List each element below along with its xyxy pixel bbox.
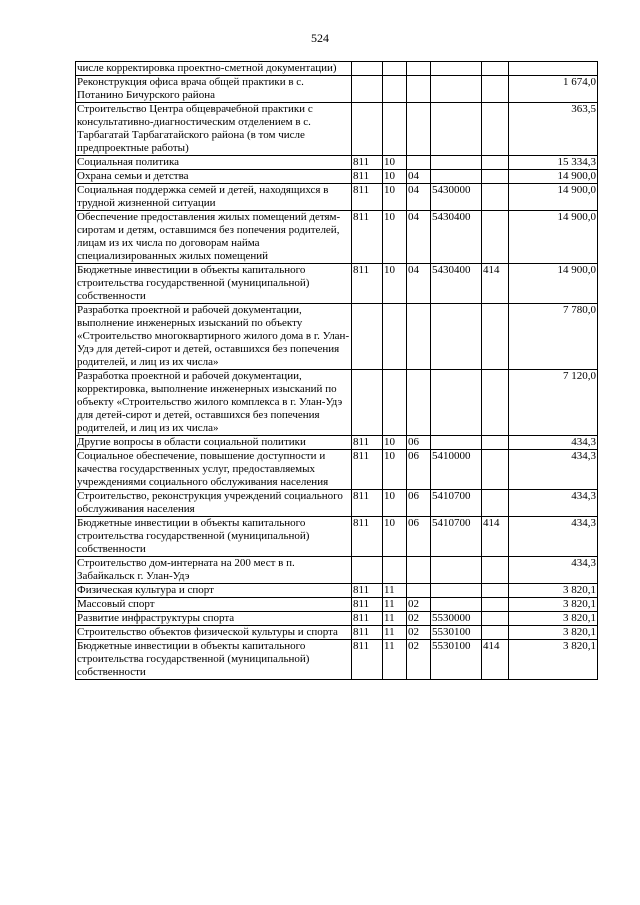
row-ved-cell: 811 <box>352 598 383 612</box>
row-ved-cell <box>352 370 383 436</box>
row-expense-type-cell <box>482 103 509 156</box>
row-sum-cell: 434,3 <box>509 517 598 557</box>
row-ved-cell: 811 <box>352 490 383 517</box>
row-subsection-cell <box>407 156 431 170</box>
row-name-cell: Строительство дом-интерната на 200 мест в п. Забайкальск г. Улан-Удэ <box>76 557 352 584</box>
table-row <box>76 156 598 170</box>
table-row <box>76 640 598 680</box>
row-subsection-cell: 02 <box>407 640 431 680</box>
page-number: 524 <box>311 31 329 45</box>
row-section-cell <box>383 304 407 370</box>
row-name-cell: Бюджетные инвестиции в объекты капитального строительства государственной (муниципальной) собственности <box>76 264 352 304</box>
row-sum-cell: 7 120,0 <box>509 370 598 436</box>
table-row <box>76 304 598 370</box>
row-sum-cell: 434,3 <box>509 557 598 584</box>
row-sum-cell: 14 900,0 <box>509 170 598 184</box>
table-row <box>76 264 598 304</box>
row-section-cell <box>383 76 407 103</box>
row-subsection-cell: 04 <box>407 170 431 184</box>
row-subsection-cell <box>407 103 431 156</box>
row-sum-cell: 15 334,3 <box>509 156 598 170</box>
table-row <box>76 62 598 76</box>
row-name-cell: Бюджетные инвестиции в объекты капитального строительства государственной (муниципальной) собственности <box>76 517 352 557</box>
row-sum-cell: 3 820,1 <box>509 584 598 598</box>
budget-table <box>75 61 598 680</box>
row-target-article-cell <box>431 103 482 156</box>
row-expense-type-cell <box>482 370 509 436</box>
row-expense-type-cell <box>482 170 509 184</box>
row-name-cell: Строительство, реконструкция учреждений социального обслуживания населения <box>76 490 352 517</box>
row-expense-type-cell: 414 <box>482 264 509 304</box>
row-subsection-cell <box>407 62 431 76</box>
row-section-cell: 10 <box>383 490 407 517</box>
row-target-article-cell <box>431 76 482 103</box>
row-expense-type-cell <box>482 76 509 103</box>
table-row <box>76 626 598 640</box>
row-subsection-cell: 04 <box>407 211 431 264</box>
row-section-cell <box>383 557 407 584</box>
row-subsection-cell: 04 <box>407 264 431 304</box>
table-row <box>76 584 598 598</box>
row-name-cell: Социальное обеспечение, повышение доступности и качества государственных услуг, предоставляемых учреждениями социального обслуживания населения <box>76 450 352 490</box>
row-ved-cell: 811 <box>352 640 383 680</box>
row-sum-cell: 3 820,1 <box>509 598 598 612</box>
table-row <box>76 490 598 517</box>
row-section-cell: 11 <box>383 640 407 680</box>
row-ved-cell: 811 <box>352 156 383 170</box>
row-section-cell <box>383 370 407 436</box>
row-target-article-cell <box>431 370 482 436</box>
row-target-article-cell: 5410700 <box>431 517 482 557</box>
row-section-cell: 11 <box>383 612 407 626</box>
row-ved-cell: 811 <box>352 612 383 626</box>
table-row <box>76 517 598 557</box>
row-name-cell: числе корректировка проектно-сметной документации) <box>76 62 352 76</box>
row-name-cell: Другие вопросы в области социальной политики <box>76 436 352 450</box>
row-expense-type-cell <box>482 557 509 584</box>
row-ved-cell: 811 <box>352 170 383 184</box>
row-sum-cell: 434,3 <box>509 490 598 517</box>
table-row <box>76 598 598 612</box>
row-target-article-cell: 5430400 <box>431 211 482 264</box>
row-subsection-cell <box>407 370 431 436</box>
row-target-article-cell: 5430400 <box>431 264 482 304</box>
table-row <box>76 76 598 103</box>
row-name-cell: Строительство Центра общеврачебной практики с консультативно-диагностическим отделением в с. Тарбагатай Тарбагатайского района (в том числе предпроектные работы) <box>76 103 352 156</box>
table-row <box>76 103 598 156</box>
table-row <box>76 170 598 184</box>
row-target-article-cell: 5410000 <box>431 450 482 490</box>
row-subsection-cell: 06 <box>407 490 431 517</box>
table-row <box>76 370 598 436</box>
row-sum-cell: 3 820,1 <box>509 612 598 626</box>
row-sum-cell: 363,5 <box>509 103 598 156</box>
row-expense-type-cell <box>482 598 509 612</box>
row-sum-cell: 14 900,0 <box>509 211 598 264</box>
row-subsection-cell: 06 <box>407 436 431 450</box>
row-subsection-cell: 04 <box>407 184 431 211</box>
row-target-article-cell <box>431 436 482 450</box>
row-subsection-cell: 02 <box>407 612 431 626</box>
row-name-cell: Реконструкция офиса врача общей практики в с. Потанино Бичурского района <box>76 76 352 103</box>
row-target-article-cell <box>431 557 482 584</box>
row-expense-type-cell: 414 <box>482 640 509 680</box>
row-ved-cell: 811 <box>352 584 383 598</box>
row-target-article-cell: 5530000 <box>431 612 482 626</box>
table-row <box>76 612 598 626</box>
row-subsection-cell: 02 <box>407 598 431 612</box>
row-target-article-cell: 5530100 <box>431 626 482 640</box>
row-target-article-cell <box>431 598 482 612</box>
row-target-article-cell: 5430000 <box>431 184 482 211</box>
row-section-cell: 11 <box>383 598 407 612</box>
row-subsection-cell <box>407 557 431 584</box>
row-name-cell: Физическая культура и спорт <box>76 584 352 598</box>
row-sum-cell: 14 900,0 <box>509 264 598 304</box>
table-body <box>76 62 598 680</box>
row-expense-type-cell <box>482 436 509 450</box>
row-name-cell: Обеспечение предоставления жилых помещений детям-сиротам и детям, оставшимся без попечения родителей, лицам из их числа по договорам найма специализированных жилых помещений <box>76 211 352 264</box>
row-target-article-cell <box>431 584 482 598</box>
row-name-cell: Бюджетные инвестиции в объекты капитального строительства государственной (муниципальной) собственности <box>76 640 352 680</box>
row-expense-type-cell <box>482 490 509 517</box>
row-ved-cell: 811 <box>352 184 383 211</box>
row-ved-cell <box>352 76 383 103</box>
row-target-article-cell <box>431 170 482 184</box>
row-name-cell: Социальная поддержка семей и детей, находящихся в трудной жизненной ситуации <box>76 184 352 211</box>
row-subsection-cell: 06 <box>407 450 431 490</box>
row-expense-type-cell <box>482 304 509 370</box>
row-target-article-cell: 5530100 <box>431 640 482 680</box>
row-section-cell: 10 <box>383 264 407 304</box>
row-target-article-cell <box>431 304 482 370</box>
row-ved-cell <box>352 304 383 370</box>
row-section-cell: 10 <box>383 211 407 264</box>
row-sum-cell: 3 820,1 <box>509 640 598 680</box>
row-expense-type-cell <box>482 450 509 490</box>
row-ved-cell: 811 <box>352 626 383 640</box>
row-section-cell: 11 <box>383 584 407 598</box>
row-expense-type-cell <box>482 626 509 640</box>
row-expense-type-cell <box>482 156 509 170</box>
row-section-cell: 10 <box>383 184 407 211</box>
row-section-cell: 10 <box>383 450 407 490</box>
row-section-cell: 11 <box>383 626 407 640</box>
table-row <box>76 184 598 211</box>
row-name-cell: Строительство объектов физической культуры и спорта <box>76 626 352 640</box>
row-subsection-cell <box>407 76 431 103</box>
row-target-article-cell <box>431 156 482 170</box>
row-expense-type-cell <box>482 612 509 626</box>
row-ved-cell: 811 <box>352 450 383 490</box>
row-name-cell: Охрана семьи и детства <box>76 170 352 184</box>
row-ved-cell: 811 <box>352 211 383 264</box>
row-expense-type-cell <box>482 184 509 211</box>
table-row <box>76 436 598 450</box>
row-name-cell: Массовый спорт <box>76 598 352 612</box>
row-expense-type-cell <box>482 584 509 598</box>
row-ved-cell <box>352 557 383 584</box>
row-expense-type-cell <box>482 211 509 264</box>
row-name-cell: Разработка проектной и рабочей документации, корректировка, выполнение инженерных изысканий по объекту «Строительство жилого комплекса в г. Улан-Удэ для детей-сирот и детей, оставшихся без попечения родителей, и лиц из их числа» <box>76 370 352 436</box>
row-section-cell: 10 <box>383 436 407 450</box>
row-section-cell <box>383 103 407 156</box>
row-sum-cell: 3 820,1 <box>509 626 598 640</box>
row-target-article-cell: 5410700 <box>431 490 482 517</box>
row-target-article-cell <box>431 62 482 76</box>
row-sum-cell: 14 900,0 <box>509 184 598 211</box>
row-ved-cell: 811 <box>352 264 383 304</box>
row-subsection-cell <box>407 304 431 370</box>
row-section-cell <box>383 62 407 76</box>
table-row <box>76 557 598 584</box>
row-expense-type-cell: 414 <box>482 517 509 557</box>
table-row <box>76 211 598 264</box>
row-sum-cell: 434,3 <box>509 436 598 450</box>
row-ved-cell <box>352 62 383 76</box>
row-section-cell: 10 <box>383 517 407 557</box>
row-name-cell: Развитие инфраструктуры спорта <box>76 612 352 626</box>
row-sum-cell: 434,3 <box>509 450 598 490</box>
row-section-cell: 10 <box>383 156 407 170</box>
row-ved-cell <box>352 103 383 156</box>
row-subsection-cell <box>407 584 431 598</box>
row-subsection-cell: 06 <box>407 517 431 557</box>
row-sum-cell <box>509 62 598 76</box>
row-name-cell: Социальная политика <box>76 156 352 170</box>
row-sum-cell: 7 780,0 <box>509 304 598 370</box>
row-subsection-cell: 02 <box>407 626 431 640</box>
row-section-cell: 10 <box>383 170 407 184</box>
row-expense-type-cell <box>482 62 509 76</box>
row-ved-cell: 811 <box>352 517 383 557</box>
row-ved-cell: 811 <box>352 436 383 450</box>
row-name-cell: Разработка проектной и рабочей документации, выполнение инженерных изысканий по объекту «Строительство многоквартирного жилого дома в г. Улан-Удэ для детей-сирот и детей, оставшихся без попечения родителей, и лиц из их числа» <box>76 304 352 370</box>
table-row <box>76 450 598 490</box>
row-sum-cell: 1 674,0 <box>509 76 598 103</box>
